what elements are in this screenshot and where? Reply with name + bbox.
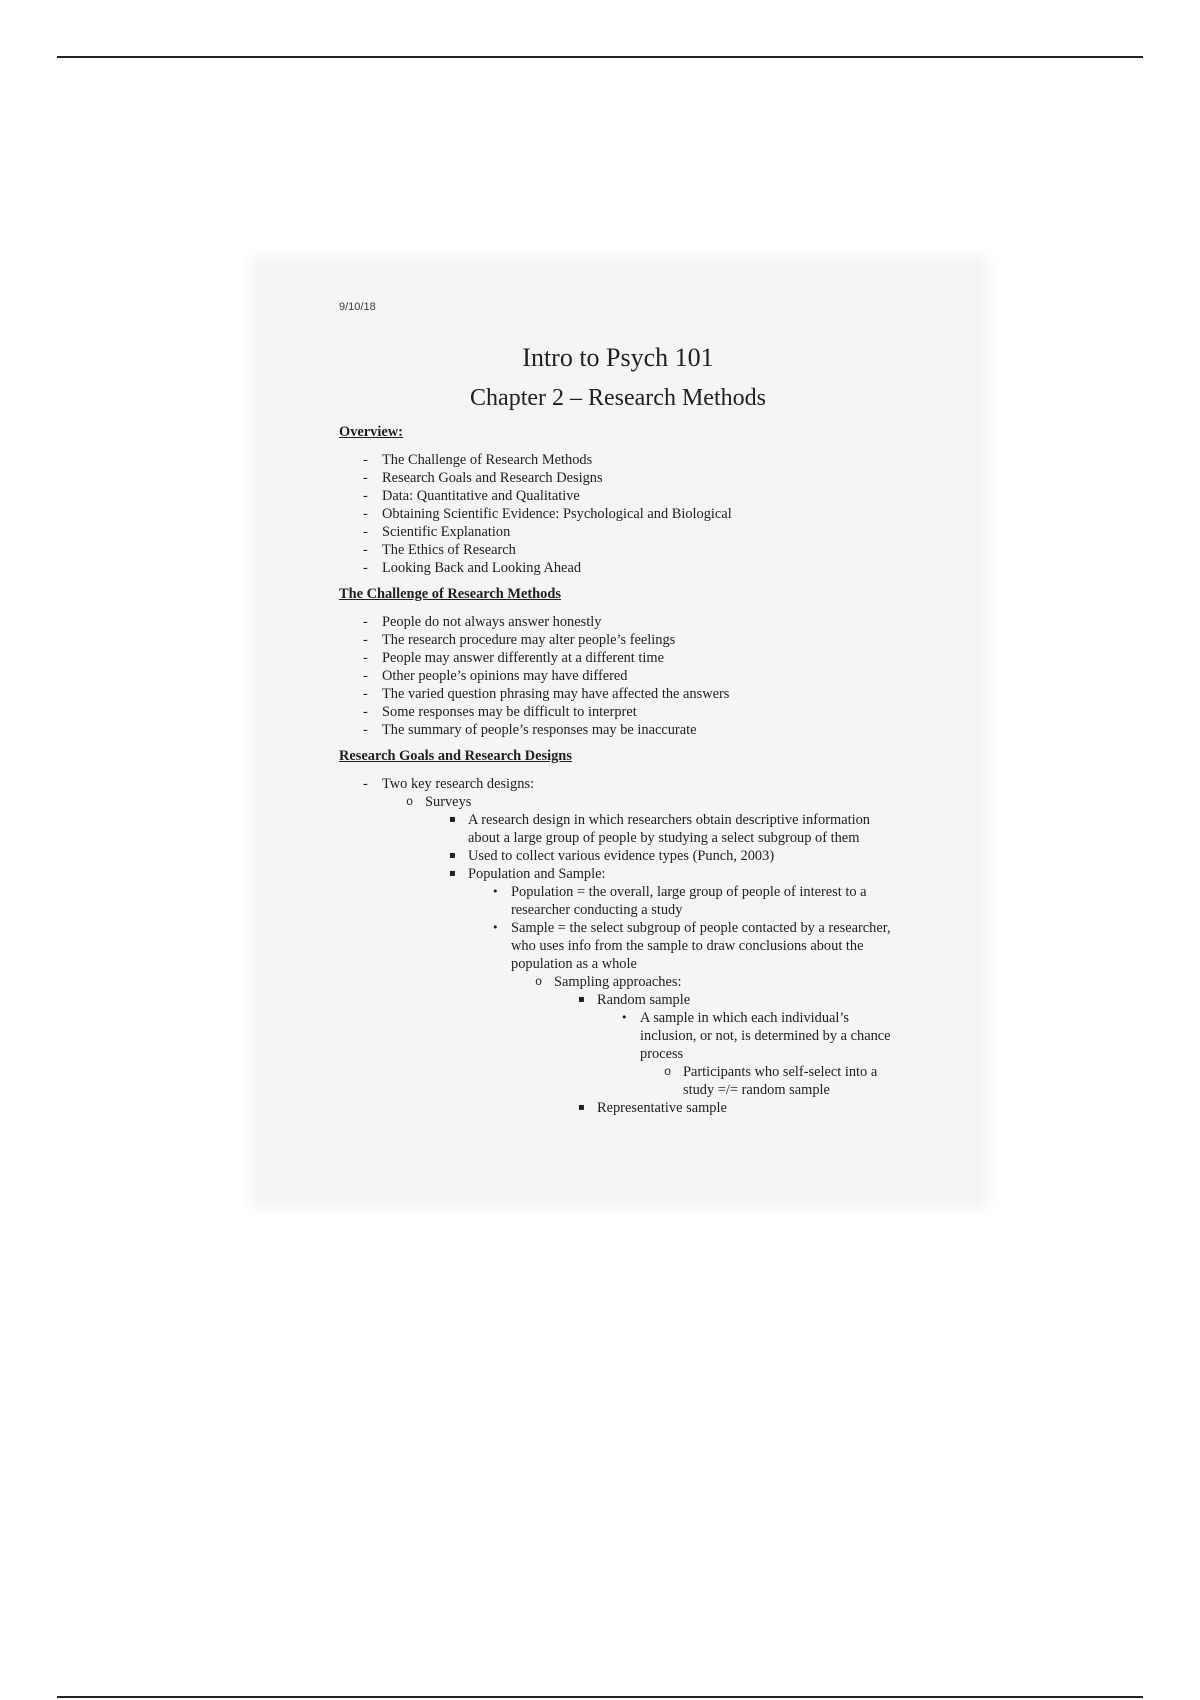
list-item-text: Other people’s opinions may have differed: [382, 668, 628, 684]
list-item: [339, 487, 899, 505]
list-item-text: Obtaining Scientific Evidence: Psychological and Biological: [382, 506, 732, 522]
list-item: [339, 685, 899, 703]
outline-sublist: [554, 991, 899, 1117]
dot-bullet: •: [492, 921, 499, 934]
list-item: [339, 721, 899, 739]
outline-sublist: [425, 811, 899, 1117]
outline-item: [382, 793, 899, 1117]
outline-item-text: Population and Sample:: [468, 866, 606, 882]
dash-bullet: -: [363, 614, 368, 630]
outline-item: [640, 1063, 899, 1099]
outline-sublist: [597, 1009, 899, 1099]
outline-item-text: Used to collect various evidence types (Punch, 2003): [468, 848, 775, 864]
list-item-text: The Ethics of Research: [382, 542, 516, 558]
outline-item-text: Surveys: [425, 794, 472, 810]
dash-bullet: -: [363, 488, 368, 504]
dash-bullet: -: [363, 506, 368, 522]
designs-outline: [339, 775, 899, 1117]
circle-bullet: o: [406, 795, 414, 809]
list-item: [339, 523, 899, 541]
outline-item: [425, 811, 899, 847]
outline-item-text: population as a whole: [511, 956, 637, 972]
dash-bullet: -: [363, 704, 368, 720]
notes-body: [339, 423, 899, 1117]
dash-bullet: -: [363, 470, 368, 486]
list-item-text: The varied question phrasing may have affected the answers: [382, 686, 730, 702]
list-item: [339, 541, 899, 559]
outline-item-text: Participants who self-select into a: [683, 1064, 878, 1080]
overview-section: [339, 423, 899, 577]
list-item: [339, 703, 899, 721]
outline-item: [468, 883, 899, 919]
challenge-section: [339, 585, 899, 739]
list-item-text: The summary of people’s responses may be inaccurate: [382, 722, 697, 738]
outline-item-text: Two key research designs:: [382, 776, 535, 792]
circle-bullet: o: [535, 975, 543, 989]
designs-section: [339, 747, 899, 1117]
dash-bullet: -: [363, 686, 368, 702]
overview-list: [339, 451, 899, 577]
list-item-text: The research procedure may alter people’s feelings: [382, 632, 676, 648]
list-item-text: Scientific Explanation: [382, 524, 511, 540]
outline-item: [425, 847, 899, 865]
outline-sublist: [640, 1063, 899, 1099]
note-date: 9/10/18: [339, 301, 376, 313]
dash-bullet: -: [363, 776, 368, 792]
outline-item-text: Population = the overall, large group of people of interest to a: [511, 884, 867, 900]
dash-bullet: -: [363, 668, 368, 684]
outline-item-text: study =/= random sample: [683, 1082, 830, 1098]
outline-item: [425, 865, 899, 1117]
list-item: [339, 451, 899, 469]
square-bullet: ▪: [449, 868, 456, 879]
document-title: Intro to Psych 101: [522, 343, 714, 372]
list-item-text: Research Goals and Research Designs: [382, 470, 603, 486]
list-item: [339, 559, 899, 577]
challenge-list: [339, 613, 899, 739]
outline-item: [554, 991, 899, 1099]
outline-sublist: [382, 793, 899, 1117]
outline-sublist: [468, 883, 899, 1117]
dash-bullet: -: [363, 560, 368, 576]
outline-item-text: Sampling approaches:: [554, 974, 682, 990]
dot-bullet: •: [621, 1011, 628, 1024]
list-item-text: People do not always answer honestly: [382, 614, 602, 630]
bottom-horizontal-rule: [57, 1696, 1143, 1698]
outline-item-text: A research design in which researchers obtain descriptive information: [468, 812, 870, 828]
dash-bullet: -: [363, 452, 368, 468]
list-item: [339, 613, 899, 631]
dash-bullet: -: [363, 722, 368, 738]
dash-bullet: -: [363, 632, 368, 648]
list-item: [339, 469, 899, 487]
square-bullet: ▪: [578, 1102, 585, 1113]
chapter-subtitle: Chapter 2 – Research Methods: [470, 385, 766, 411]
list-item-text: Some responses may be difficult to interpret: [382, 704, 637, 720]
square-bullet: ▪: [449, 814, 456, 825]
list-item-text: Data: Quantitative and Qualitative: [382, 488, 580, 504]
section-heading-challenge: The Challenge of Research Methods: [339, 586, 561, 602]
list-item-text: People may answer differently at a different time: [382, 650, 664, 666]
square-bullet: ▪: [449, 850, 456, 861]
list-item: [339, 667, 899, 685]
outline-sublist: [511, 973, 899, 1117]
outline-item-text: A sample in which each individual’s: [640, 1010, 850, 1026]
outline-item-text: about a large group of people by studying a select subgroup of them: [468, 830, 860, 846]
outline-item-text: Random sample: [597, 992, 691, 1008]
dash-bullet: -: [363, 650, 368, 666]
circle-bullet: o: [664, 1065, 672, 1079]
list-item: [339, 631, 899, 649]
list-item: [339, 505, 899, 523]
section-heading-designs: Research Goals and Research Designs: [339, 748, 572, 764]
outline-item-text: researcher conducting a study: [511, 902, 683, 918]
outline-item: [339, 775, 899, 1117]
outline-item-text: process: [640, 1046, 684, 1062]
dot-bullet: •: [492, 885, 499, 898]
outline-item: [468, 919, 899, 1117]
dash-bullet: -: [363, 524, 368, 540]
square-bullet: ▪: [578, 994, 585, 1005]
outline-item-text: inclusion, or not, is determined by a chance: [640, 1028, 891, 1044]
list-item: [339, 649, 899, 667]
section-heading-overview: Overview:: [339, 424, 403, 440]
outline-item-text: who uses info from the sample to draw conclusions about the: [511, 938, 864, 954]
outline-item-text: Representative sample: [597, 1100, 727, 1116]
outline-item: [597, 1009, 899, 1099]
outline-item: [554, 1099, 899, 1117]
outline-item: [511, 973, 899, 1117]
list-item-text: Looking Back and Looking Ahead: [382, 560, 582, 576]
dash-bullet: -: [363, 542, 368, 558]
outline-item-text: Sample = the select subgroup of people contacted by a researcher,: [511, 920, 891, 936]
top-horizontal-rule: [57, 56, 1143, 58]
list-item-text: The Challenge of Research Methods: [382, 452, 593, 468]
